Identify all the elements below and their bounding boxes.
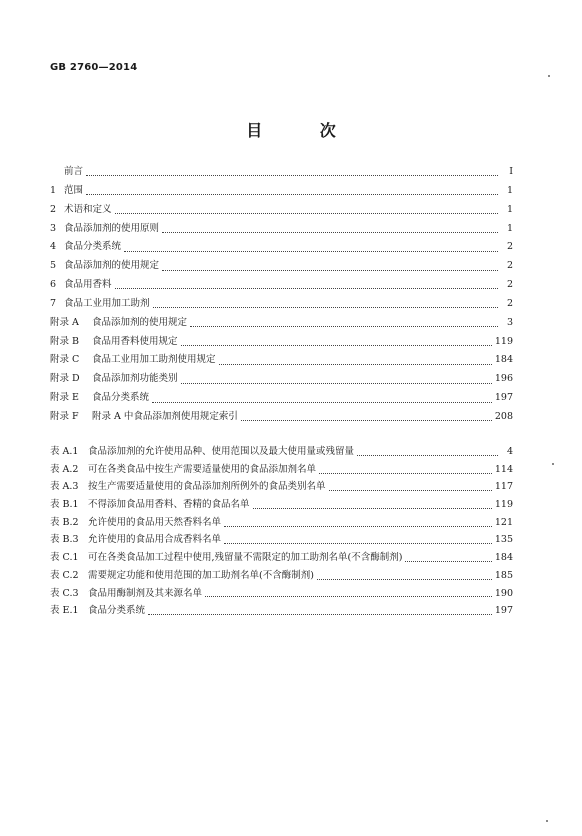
- toc-entry-page: 3: [506, 316, 513, 328]
- toc-entry[interactable]: [50, 333, 513, 352]
- table-entry-number: 表 C.2: [50, 569, 79, 581]
- table-entry-page: 119: [494, 499, 513, 511]
- toc-entry-number: 附录 F: [50, 410, 79, 422]
- table-entry-label: 允许使用的食品用天然香料名单: [88, 516, 222, 528]
- table-entry[interactable]: [50, 443, 513, 461]
- toc-entry-number: 3: [50, 222, 57, 234]
- table-entry[interactable]: [50, 549, 513, 567]
- table-entry[interactable]: [50, 567, 513, 585]
- table-entry[interactable]: [50, 496, 513, 514]
- toc-entry-label: 食品用香料: [64, 279, 112, 291]
- dot-leader: [115, 287, 498, 289]
- toc-entry-label: 食品工业用加工助剂使用规定: [92, 354, 216, 366]
- toc-entry-number: 7: [50, 297, 57, 309]
- dot-leader: [405, 560, 491, 562]
- toc-entry-number: 5: [50, 260, 57, 272]
- toc-entry-page: 196: [494, 373, 513, 385]
- toc-entry-label: 食品用香料使用规定: [92, 335, 178, 347]
- dot-leader: [317, 578, 492, 580]
- table-entry-label: 食品添加剂的允许使用品种、使用范围以及最大使用量或残留量: [88, 446, 355, 457]
- dot-leader: [224, 525, 492, 527]
- table-entry-number: 表 A.1: [50, 446, 79, 457]
- dot-leader: [124, 250, 498, 252]
- table-entry-label: 可在各类食品中按生产需要适量使用的食品添加剂名单: [88, 463, 317, 475]
- table-entry-label: 需要规定功能和使用范围的加工助剂名单(不含酶制剂): [88, 569, 314, 581]
- toc-entry-page: 184: [494, 354, 513, 366]
- table-entry-number: 表 B.3: [50, 534, 79, 546]
- table-entry-page: 135: [494, 534, 513, 546]
- toc-entry-number: 6: [50, 279, 57, 291]
- table-entry-label: 可在各类食品加工过程中使用,残留量不需限定的加工助剂名单(不含酶制剂): [88, 552, 403, 564]
- table-entry[interactable]: [50, 461, 513, 479]
- table-entry-page: 4: [506, 446, 513, 457]
- toc-entry-label: 范围: [64, 184, 84, 196]
- toc-entry-label: 食品添加剂功能类别: [92, 373, 178, 385]
- table-entry-page: 185: [494, 569, 513, 581]
- table-entry[interactable]: [50, 531, 513, 549]
- page-title: 目 次: [246, 121, 362, 140]
- scan-speck: [548, 75, 550, 77]
- toc-entry[interactable]: [50, 257, 513, 276]
- toc-entry-page: Ⅰ: [509, 166, 513, 177]
- table-entry-number: 表 E.1: [50, 605, 79, 617]
- toc-entry-label: 术语和定义: [64, 203, 112, 215]
- toc-entry-label: 食品添加剂的使用规定: [92, 316, 188, 328]
- table-entry-number: 表 B.2: [50, 516, 79, 528]
- toc-entry-number: 2: [50, 203, 57, 215]
- table-entry-label: 按生产需要适量使用的食品添加剂所例外的食品类别名单: [88, 481, 326, 493]
- toc-entry[interactable]: [50, 295, 513, 314]
- dot-leader: [224, 542, 492, 544]
- toc-entry[interactable]: [50, 220, 513, 239]
- dot-leader: [181, 344, 492, 346]
- toc-entry-label: 前言: [64, 166, 84, 177]
- toc-entry-label: 食品分类系统: [64, 241, 122, 253]
- toc-entry[interactable]: [50, 351, 513, 370]
- dot-leader: [86, 193, 498, 195]
- dot-leader: [148, 613, 492, 615]
- toc-entry-label: 附录 A 中食品添加剂使用规定索引: [92, 410, 238, 422]
- table-entry-label: 不得添加食品用香料、香精的食品名单: [88, 499, 250, 511]
- toc-entry-page: 208: [494, 410, 513, 422]
- table-entry[interactable]: [50, 478, 513, 496]
- toc-entry-number: 附录 C: [50, 354, 80, 366]
- table-entry-label: 食品用酶制剂及其来源名单: [88, 587, 203, 599]
- table-entry-page: 190: [494, 587, 513, 599]
- dot-leader: [181, 382, 492, 384]
- toc-entry[interactable]: [50, 408, 513, 427]
- toc-entry-label: 食品添加剂的使用原则: [64, 222, 160, 234]
- table-entry-label: 食品分类系统: [88, 605, 146, 617]
- table-entry-page: 117: [494, 481, 513, 493]
- dot-leader: [219, 363, 492, 365]
- toc-entry-page: 2: [506, 241, 513, 253]
- toc-entry[interactable]: [50, 163, 513, 182]
- toc-entry-page: 119: [494, 335, 513, 347]
- table-entry-page: 197: [494, 605, 513, 617]
- toc-entry-number: 4: [50, 241, 57, 253]
- scan-speck: [546, 820, 548, 822]
- dot-leader: [115, 212, 498, 214]
- dot-leader: [190, 325, 498, 327]
- table-entry[interactable]: [50, 602, 513, 620]
- dot-leader: [205, 595, 492, 597]
- dot-leader: [329, 489, 492, 491]
- toc-entry-page: 197: [494, 392, 513, 404]
- toc-entry[interactable]: [50, 314, 513, 333]
- table-entry-label: 允许使用的食品用合成香料名单: [88, 534, 222, 546]
- toc-entry[interactable]: [50, 389, 513, 408]
- table-entry[interactable]: [50, 585, 513, 603]
- dot-leader: [357, 454, 498, 456]
- toc-entry-number: 附录 A: [50, 316, 79, 328]
- scan-speck: [552, 463, 554, 465]
- table-entry-page: 114: [494, 463, 513, 475]
- table-entry-page: 184: [494, 552, 513, 564]
- toc-list: [50, 163, 513, 427]
- toc-entry[interactable]: [50, 201, 513, 220]
- toc-entry[interactable]: [50, 370, 513, 389]
- toc-entry-page: 2: [506, 279, 513, 291]
- toc-entry-number: 附录 B: [50, 335, 80, 347]
- document-code: GB 2760—2014: [50, 62, 138, 73]
- dot-leader: [253, 507, 492, 509]
- toc-entry-page: 2: [506, 297, 513, 309]
- toc-entry[interactable]: [50, 238, 513, 257]
- toc-entry-label: 食品工业用加工助剂: [64, 297, 150, 309]
- table-entry-number: 表 C.1: [50, 552, 79, 564]
- toc-entry-page: 2: [506, 260, 513, 272]
- toc-entry-page: 1: [506, 203, 513, 215]
- dot-leader: [319, 472, 492, 474]
- dot-leader: [162, 269, 498, 271]
- toc-entry-page: 1: [506, 184, 513, 196]
- table-entry-number: 表 B.1: [50, 499, 79, 511]
- toc-entry-page: 1: [506, 222, 513, 234]
- toc-entry-number: 附录 D: [50, 373, 80, 385]
- toc-entry-number: 1: [50, 184, 57, 196]
- dot-leader: [162, 231, 498, 233]
- table-entry[interactable]: [50, 514, 513, 532]
- toc-entry-label: 食品添加剂的使用规定: [64, 260, 160, 272]
- dot-leader: [86, 174, 498, 176]
- dot-leader: [241, 419, 492, 421]
- table-entry-number: 表 A.2: [50, 463, 79, 475]
- table-entry-number: 表 A.3: [50, 481, 79, 493]
- table-list: [50, 443, 513, 620]
- table-entry-page: 121: [494, 516, 513, 528]
- toc-entry[interactable]: [50, 182, 513, 201]
- table-entry-number: 表 C.3: [50, 587, 79, 599]
- toc-entry-label: 食品分类系统: [92, 392, 150, 404]
- toc-entry-number: 附录 E: [50, 392, 79, 404]
- toc-entry[interactable]: [50, 276, 513, 295]
- dot-leader: [152, 401, 492, 403]
- dot-leader: [153, 306, 498, 308]
